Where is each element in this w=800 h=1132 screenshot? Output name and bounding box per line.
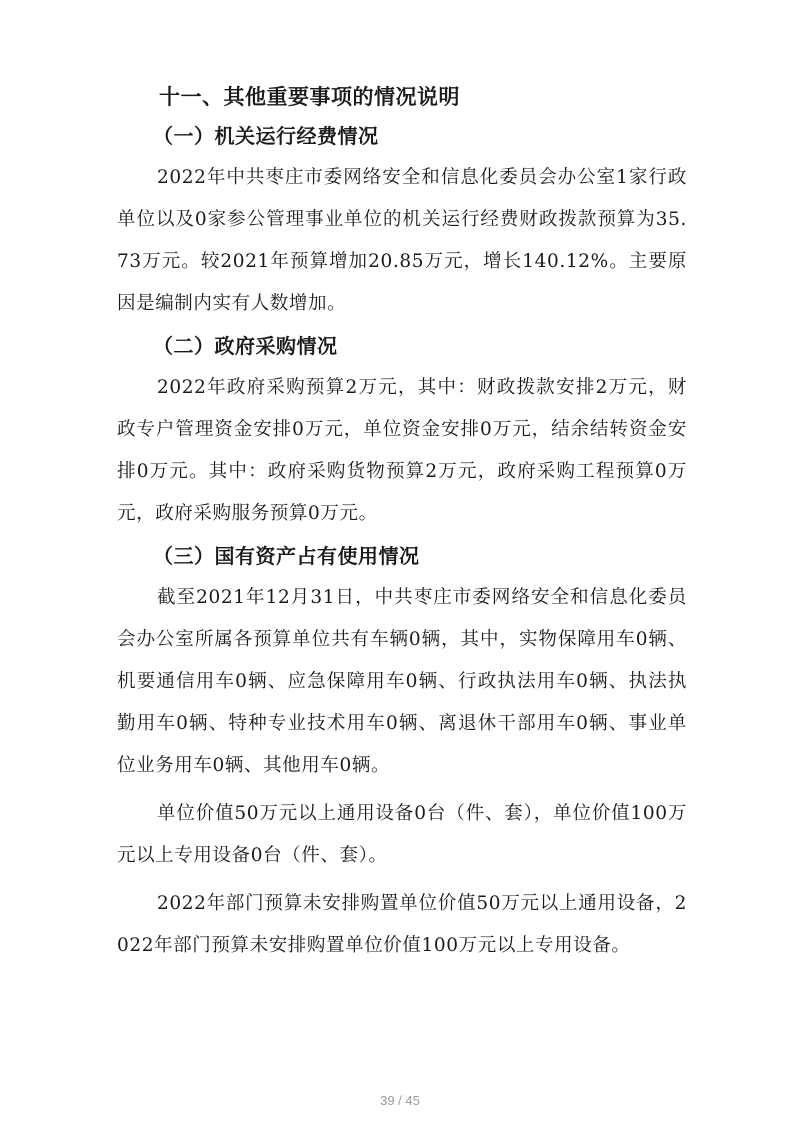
- subsection-heading-operating-funds: （一）机关运行经费情况: [153, 124, 379, 148]
- subsection-heading-state-assets: （三）国有资产占有使用情况: [153, 544, 420, 568]
- paragraph-procurement: 2022年政府采购预算2万元，其中：财政拨款安排2万元，财政专户管理资金安排0万元，单位资金安排0万元，结余结转资金安排0万元。其中：政府采购货物预算2万元，政府采购工程预算0万元，政府采购服务预算0万元。: [117, 377, 687, 524]
- paragraph-vehicles: 截至2021年12月31日，中共枣庄市委网络安全和信息化委员会办公室所属各预算单位共有车辆0辆，其中，实物保障用车0辆、机要通信用车0辆、应急保障用车0辆、行政执法用车0辆、执法执勤用车0辆、特种专业技术用车0辆、离退休干部用车0辆、事业单位业务用车0辆、其他用车0辆。: [117, 587, 687, 776]
- paragraph-operating-funds: 2022年中共枣庄市委网络安全和信息化委员会办公室1家行政单位以及0家参公管理事业单位的机关运行经费财政拨款预算为35.73万元。较2021年预算增加20.85万元，增长140.12%。主要原因是编制内实有人数增加。: [117, 167, 687, 314]
- page-number-indicator: 39 / 45: [380, 1093, 420, 1108]
- subsection-heading-procurement: （二）政府采购情况: [153, 334, 338, 358]
- section-title: 十一、其他重要事项的情况说明: [159, 85, 460, 109]
- paragraph-purchase-plan: 2022年部门预算未安排购置单位价值50万元以上通用设备，2022年部门预算未安排购置单位价值100万元以上专用设备。: [117, 893, 687, 956]
- page-content: [117, 82, 687, 973]
- paragraph-equipment: 单位价值50万元以上通用设备0台（件、套），单位价值100万元以上专用设备0台（件、套）。: [117, 803, 687, 866]
